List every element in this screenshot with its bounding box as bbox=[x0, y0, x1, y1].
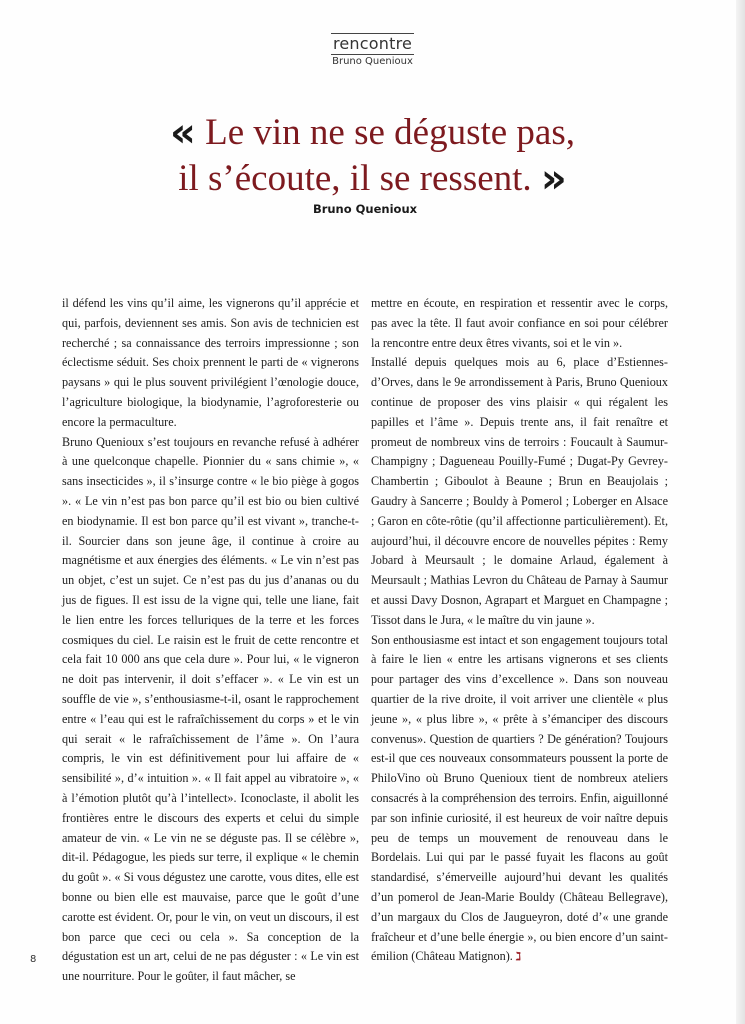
paragraph: Bruno Quenioux s’est toujours en revanche refusé à adhérer à une quelconque chapelle. Pionnier du « sans chimie », « sans insecticides », il s’insurge contre « le bio piège à gogos ». « Le vin n’est pas bon parce qu’il est bio ou bien cultivé en biodynamie. Il est bon parce qu’il est vivant », tranche-t-il. Sourcier dans son jeune âge, il continue à croire au magnétisme et aux énergies des éléments. « Le vin n’est pas un objet, c’est un sujet. Ce n’est pas du jus d’ananas ou du jus de figues. Il est issu de la vigne qui, telle une liane, fait le lien entre les forces telluriques de la terre et les forces cosmiques du ciel. Le raisin est le fruit de cette rencontre et cela fait 10 000 ans que cela dure ». Pour lui, « le vigneron ne doit pas intervenir, il doit s’effacer ». « Le vin est un souffle de vie », s’enthousiasme-t-il, osant le rapprochement entre « l’eau qui est le rafraîchissement du corps » et le vin qui serait « le rafraîchissement de l’âme ». On l’aura compris, le vin est définitivement pour lui affaire de « sensibilité », d’« intuition ». « Il fait appel au vibratoire », « à l’émotion plutôt qu’à l’intellect». Iconoclaste, il abolit les frontières entre le discours des experts et celui du simple amateur de vin. « Le vin ne se déguste pas. Il se célèbre », dit-il. Pédagogue, les pieds sur terre, il explique « le chemin du goût ». « Si vous dégustez une carotte, vous dites, elle est bonne ou bien elle est mauvaise, parce que le goût d’une carotte est évident. Or, pour le vin, on veut un discours, il est bon parce que ceci ou cela ». Sa conception de la dégustation est un art, celui de ne pas déguster : « Le vin est une nourriture. Pour le goûter, il faut mâcher, se bbox=[62, 434, 359, 984]
article-column-right bbox=[371, 294, 668, 968]
rubric-header bbox=[0, 33, 745, 69]
quote-line-1 bbox=[0, 110, 745, 156]
paragraph-last bbox=[371, 631, 668, 969]
quote-line-2 bbox=[0, 156, 745, 202]
paragraph: Installé depuis quelques mois au 6, place d’Estiennes-d’Orves, dans le 9e arrondissement à Paris, Bruno Quenioux continue de proposer des vins plaisir « qui régalent les papilles et l’âme ». Depuis trente ans, il fait renaître et promeut de nombreux vins de terroirs : Foucault à Saumur-Champigny ; Dagueneau Pouilly-Fumé ; Dugat-Py Gevrey-Chambertin ; Giboulot à Beaune ; Brun en Beaujolais ; Gaudry à Sancerre ; Bouldy à Pomerol ; Loberger en Alsace ; Garon en côte-rôtie (qu’il affectionne particulièrement). Et, aujourd’hui, il découvre encore de nouvelles pépites : Remy Jobard à Meursault ; le domaine Arlaud, également à Meursault ; Mathias Levron du Château de Parnay à Saumur et aussi Davy Dosnon, Agrapart et Marguet en Champagne ; Tissot dans le Jura, « le maître du vin jaune ». bbox=[371, 355, 668, 627]
page-number: 8 bbox=[30, 954, 37, 965]
quote-text-2: il s’écoute, il se ressent. bbox=[178, 158, 532, 199]
quote-text-1: Le vin ne se déguste pas, bbox=[205, 112, 575, 153]
end-of-article-icon: ℷ bbox=[515, 951, 521, 964]
quote-author: Bruno Quenioux bbox=[312, 202, 418, 216]
pull-quote bbox=[0, 110, 745, 202]
section-title: rencontre bbox=[332, 34, 413, 53]
closing-quote-mark: » bbox=[540, 156, 567, 202]
paragraph: mettre en écoute, en respiration et ressentir avec le corps, pas avec la tête. Il faut avoir confiance en soi pour célébrer la rencontre entre deux êtres vivants, soi et le vin ». bbox=[371, 296, 668, 350]
opening-quote-mark: « bbox=[170, 110, 196, 156]
section-subtitle: Bruno Quenioux bbox=[332, 56, 413, 67]
article-column-left bbox=[62, 294, 359, 987]
paragraph: il défend les vins qu’il aime, les vignerons qu’il apprécie et qui, parfois, deviennent ses amis. Son avis de technicien est recherché ; sa connaissance des terroirs impressionne ; son éclectisme séduit. Ses choix prennent le parti de « vignerons paysans » qui le plus souvent privilégient l’œnologie douce, l’agriculture biologique, la biodynamie, l’agroforesterie ou encore la permaculture. bbox=[62, 296, 359, 429]
paragraph-text: Son enthousiasme est intact et son engagement toujours total à faire le lien « entre les artisans vignerons et ses clients pour partager des vins d’excellence ». Dans son nouveau quartier de la rive droite, il voit arriver une clientèle « plus jeune », « plus libre », « prête à s’émanciper des discours convenus». Question de quartiers ? De génération? Toujours est-il que ces nouveaux consommateurs poussent la porte de PhiloVino où Bruno Quenioux tient de nombreux ateliers consacrés à la compréhension des terroirs. Enfin, aiguillonné par son infinie curiosité, il est heureux de voir naître depuis peu de temps un mouvement de renouveau dans le Bordelais. Lui qui par le passé fuyait les flacons au goût standardisé, s’émerveille aujourd’hui devant les qualités d’un pomerol de Jean-Marie Bouldy (Château Bellegrave), d’un margaux du Clos de Jaugueyron, doté d’« une grande fraîcheur et d’une belle énergie », ou bien encore d’un saint-émilion (Château Matignon). bbox=[371, 632, 668, 964]
